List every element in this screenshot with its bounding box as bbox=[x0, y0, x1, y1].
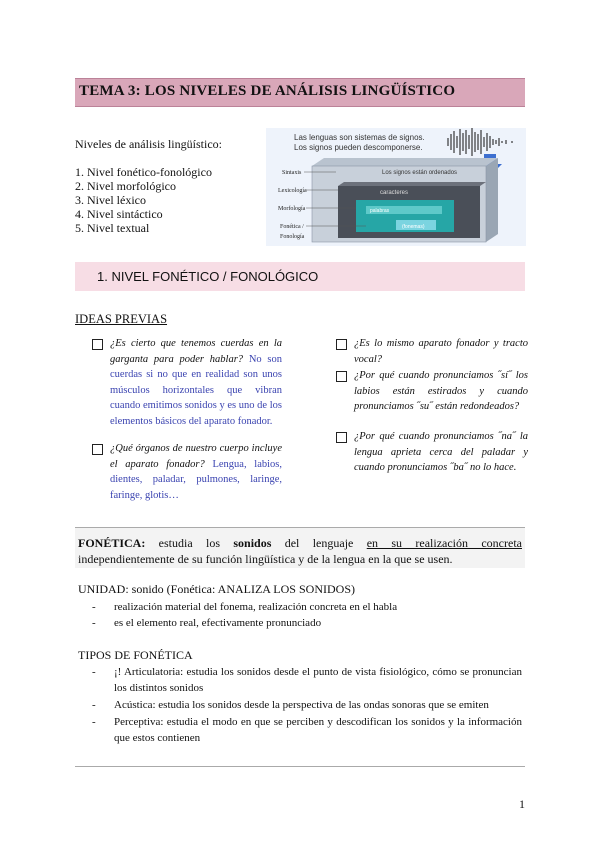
unidad-list bbox=[92, 599, 397, 631]
checkbox-icon[interactable] bbox=[336, 371, 347, 382]
title-band bbox=[75, 78, 525, 107]
page-number: 1 bbox=[519, 797, 525, 811]
definition-bold: sonidos bbox=[233, 536, 272, 550]
ideas-title: IDEAS PREVIAS bbox=[75, 312, 168, 326]
question-text: ¿Por qué cuando pronunciamos ˝sí˝ los labios están estirados y cuando pronunciamos ˝su˝ están redondeados? bbox=[354, 370, 528, 412]
question-text: ¿Por qué cuando pronunciamos ˝na˝ la lengua aprieta cerca del paladar y cuando pronunciamos ˝ba˝ no lo hace. bbox=[354, 431, 528, 473]
diagram-inner-label-2: palabras bbox=[370, 208, 390, 214]
question-text: ¿Es cierto que tenemos cuerdas en la garganta para poder hablar? bbox=[110, 338, 282, 365]
level-item: 1. Nivel fonético-fonológico bbox=[75, 165, 212, 179]
list-item: - realización material del fonema, realización concreta en el habla bbox=[92, 599, 397, 615]
level-item: 4. Nivel sintáctico bbox=[75, 207, 163, 221]
diagram-caption-1: Las lenguas son sistemas de signos. bbox=[294, 133, 425, 142]
question-text: ¿Qué órganos de nuestro cuerpo incluye el aparato fonador? bbox=[110, 443, 282, 470]
diagram-inner-label-1: caracteres bbox=[380, 190, 409, 196]
definition-part: del lenguaje bbox=[271, 536, 367, 550]
diagram-label-lexicologia: Lexicología bbox=[278, 188, 307, 194]
level-item: 5. Nivel textual bbox=[75, 221, 150, 235]
diagram-inner-label-3: (fonemas) bbox=[402, 224, 425, 230]
diagram-caption-2: Los signos pueden descomponerse. bbox=[294, 143, 423, 152]
answer-text: No son cuerdas si no que en realidad son unos músculos horizontales que vibran cuando emitimos sonidos y es uno de los elementos básicos del aparato fonador. bbox=[110, 353, 283, 427]
definition-part: estudia los bbox=[145, 536, 234, 550]
checkbox-icon[interactable] bbox=[336, 432, 347, 443]
tipos-heading: TIPOS DE FONÉTICA bbox=[78, 648, 193, 662]
tipos-list bbox=[92, 664, 522, 747]
divider bbox=[75, 766, 525, 767]
unidad-heading: UNIDAD: sonido (Fonética: ANALIZA LOS SONIDOS) bbox=[78, 582, 355, 596]
question-item bbox=[92, 336, 282, 429]
checkbox-icon[interactable] bbox=[92, 444, 103, 455]
question-item bbox=[92, 441, 282, 503]
question-text: ¿Es lo mismo aparato fonador y tracto vocal? bbox=[354, 338, 528, 365]
diagram-label-sintaxis: Sintaxis bbox=[282, 170, 302, 176]
diagram-top-text: Los signos están ordenados bbox=[382, 170, 458, 176]
list-item: - es el elemento real, efectivamente pronunciado bbox=[92, 615, 397, 631]
question-item bbox=[336, 368, 528, 415]
fonetica-term: FONÉTICA: bbox=[78, 536, 146, 550]
levels-list bbox=[75, 165, 212, 235]
page-title: TEMA 3: LOS NIVELES DE ANÁLISIS LINGÜÍSTICO bbox=[79, 83, 456, 99]
level-item: 3. Nivel léxico bbox=[75, 193, 146, 207]
intro-text: Niveles de análisis lingüístico: bbox=[75, 137, 222, 151]
question-item bbox=[336, 336, 528, 367]
list-item: - ¡! Articulatoria: estudia los sonidos desde el punto de vista fisiológico, cómo se pronuncian los distintos sonidos bbox=[92, 664, 522, 696]
list-item: - Perceptiva: estudia el modo en que se perciben y descodifican los sonidos y la información que estos contienen bbox=[92, 714, 522, 746]
checkbox-icon[interactable] bbox=[336, 339, 347, 350]
level-item: 2. Nivel morfológico bbox=[75, 179, 176, 193]
fonetica-definition bbox=[78, 535, 522, 567]
section-band bbox=[75, 262, 525, 291]
definition-part: independientemente de su función lingüística y de la lengua en la que se usen. bbox=[78, 552, 453, 566]
diagram-label-fonologia: Fonología bbox=[280, 234, 305, 240]
definition-underline: en su realización concreta bbox=[366, 536, 522, 550]
levels-diagram bbox=[266, 128, 526, 246]
answer-text: Lengua, labios, dientes, paladar, pulmones, laringe, faringe, glotis… bbox=[110, 458, 282, 501]
diagram-label-fonetica: Fonética / bbox=[280, 224, 304, 230]
section-title: 1. NIVEL FONÉTICO / FONOLÓGICO bbox=[97, 269, 319, 284]
diagram-label-morfologia: Morfología bbox=[278, 206, 306, 212]
list-item: - Acústica: estudia los sonidos desde la perspectiva de las ondas sonoras que se emiten bbox=[92, 697, 522, 713]
checkbox-icon[interactable] bbox=[92, 339, 103, 350]
question-item bbox=[336, 429, 528, 476]
